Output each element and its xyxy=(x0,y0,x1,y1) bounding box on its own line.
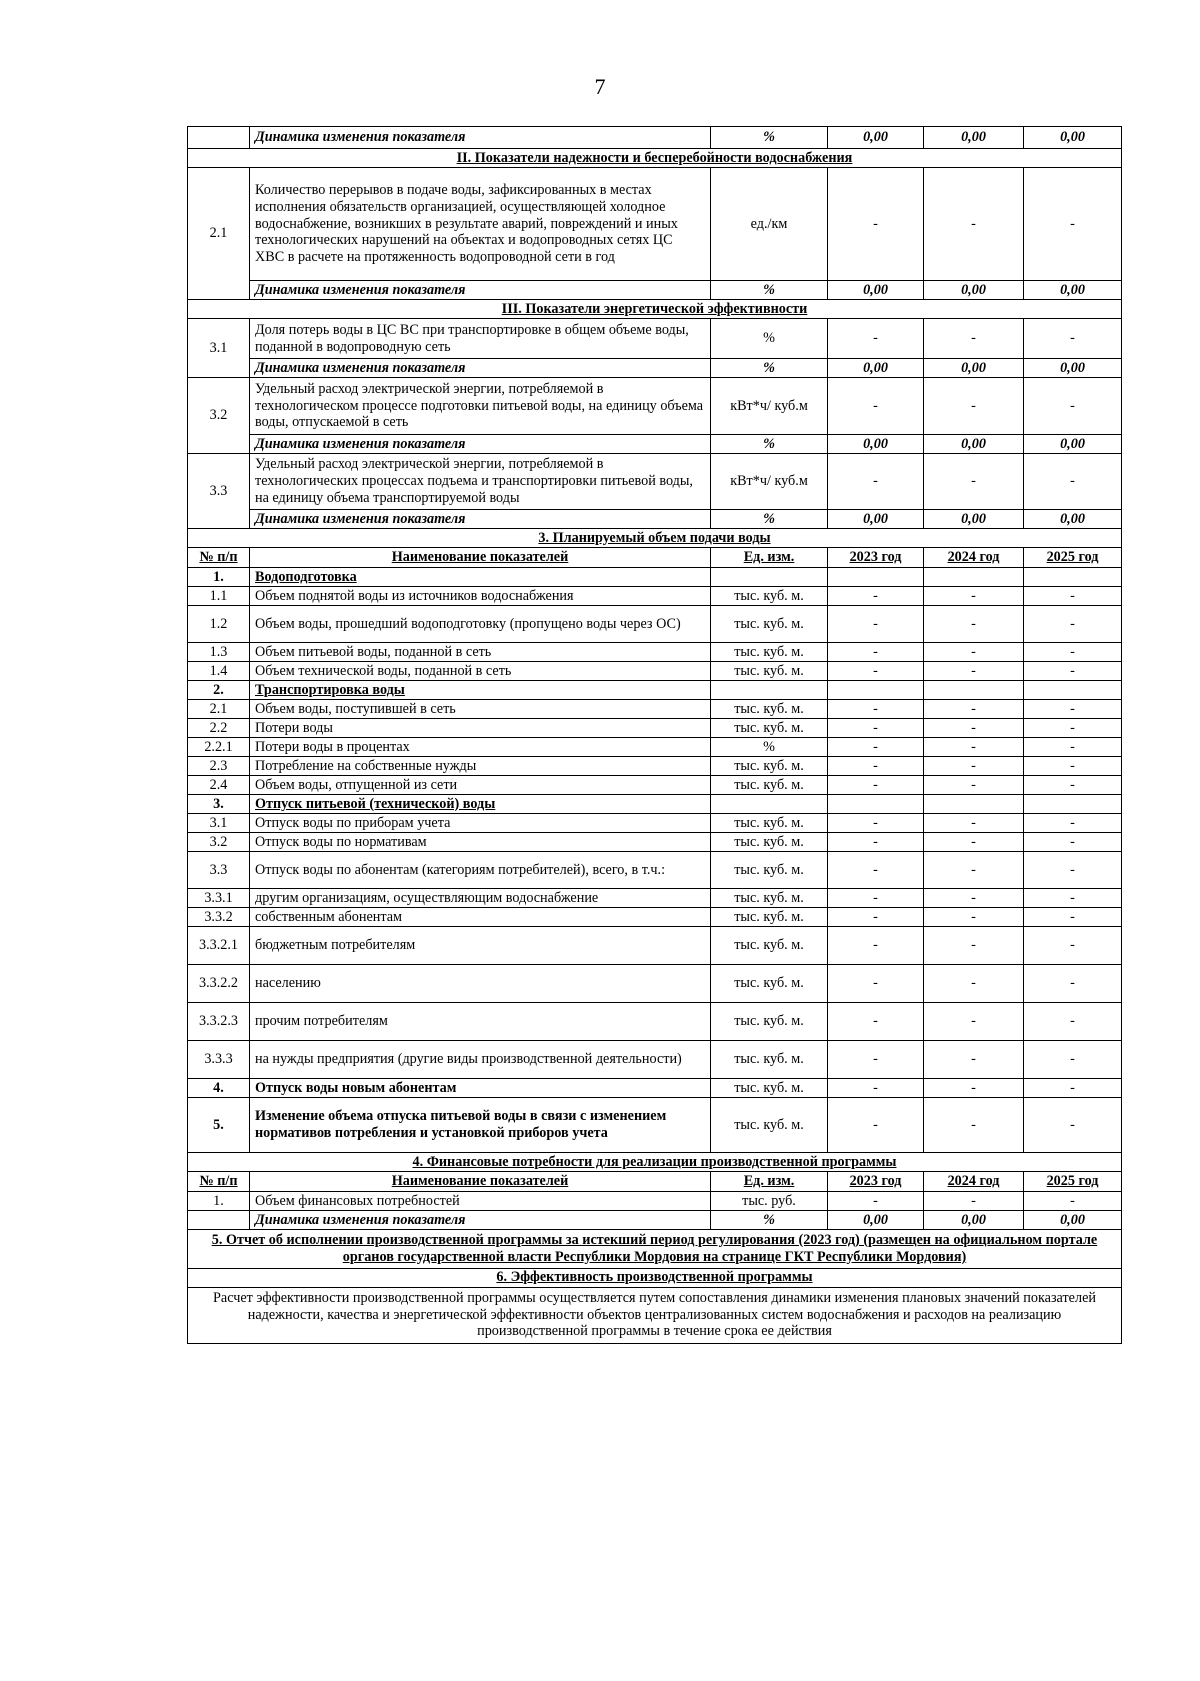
indicator-name: Потери воды в процентах xyxy=(250,738,711,757)
indicator-unit: кВт*ч/ куб.м xyxy=(711,454,828,510)
efficiency-text-text: Расчет эффективности производственной программы осуществляется путем сопоставления динамики изменения плановых значений показателей надежности, качества и энергетической эффективности объектов централизованных систем водоснабжения и расходов на реализацию производственной программы в течение срока ее действия xyxy=(188,1287,1122,1343)
indicator-row xyxy=(188,378,1122,435)
row-number: 3.3 xyxy=(188,852,250,889)
value-2023: - xyxy=(828,927,924,965)
indicator-name: Удельный расход электрической энергии, потребляемой в технологических процессах подъема и транспортировки питьевой воды, на единицу объема транспортируемой воды xyxy=(250,454,711,510)
section-efficiency-title xyxy=(188,1268,1122,1287)
volume-row xyxy=(188,757,1122,776)
indicator-name: населению xyxy=(250,965,711,1003)
indicator-name: Отпуск воды новым абонентам xyxy=(250,1079,711,1098)
value-2023: - xyxy=(828,1079,924,1098)
indicator-name: Объем технической воды, поданной в сеть xyxy=(250,662,711,681)
indicator-unit: тыс. куб. м. xyxy=(711,700,828,719)
dynamics-2024: 0,00 xyxy=(924,359,1024,378)
row-number: 3.1 xyxy=(188,814,250,833)
indicator-unit: тыс. куб. м. xyxy=(711,965,828,1003)
dynamics-label: Динамика изменения показателя xyxy=(250,281,711,300)
indicator-row xyxy=(188,168,1122,281)
finance-dynamics-row xyxy=(188,1211,1122,1230)
value-2024: - xyxy=(924,1098,1024,1153)
indicator-name: Объем поднятой воды из источников водоснабжения xyxy=(250,587,711,606)
dynamics-2025: 0,00 xyxy=(1024,435,1122,454)
indicator-name: другим организациям, осуществляющим водоснабжение xyxy=(250,889,711,908)
header-name: Наименование показателей xyxy=(250,548,711,568)
dynamics-label: Динамика изменения показателя xyxy=(250,127,711,149)
value-2024: - xyxy=(924,814,1024,833)
dynamics-unit: % xyxy=(711,281,828,300)
indicator-name: Объем воды, отпущенной из сети xyxy=(250,776,711,795)
row-number: 1.1 xyxy=(188,587,250,606)
value-2023: - xyxy=(828,643,924,662)
group-name: Водоподготовка xyxy=(250,568,711,587)
value-2024: - xyxy=(924,168,1024,281)
value-2025: - xyxy=(1024,738,1122,757)
header-2024: 2024 год xyxy=(924,1172,1024,1192)
value-2024: - xyxy=(924,454,1024,510)
indicator-unit: тыс. куб. м. xyxy=(711,927,828,965)
dynamics-label: Динамика изменения показателя xyxy=(250,359,711,378)
value-2023: - xyxy=(828,833,924,852)
value-2024: - xyxy=(924,908,1024,927)
indicator-unit: % xyxy=(711,738,828,757)
section-reliability-title-text: II. Показатели надежности и бесперебойности водоснабжения xyxy=(188,149,1122,168)
indicator-name: Объем воды, прошедший водоподготовку (пропущено воды через ОС) xyxy=(250,606,711,643)
section-reliability-title xyxy=(188,149,1122,168)
finance-row xyxy=(188,1192,1122,1211)
indicator-unit: тыс. куб. м. xyxy=(711,814,828,833)
value-2024: - xyxy=(924,738,1024,757)
indicator-name: Потребление на собственные нужды xyxy=(250,757,711,776)
value-2024: - xyxy=(924,965,1024,1003)
empty-cell xyxy=(828,568,924,587)
value-2025: - xyxy=(1024,454,1122,510)
value-2024: - xyxy=(924,1041,1024,1079)
volume-row xyxy=(188,965,1122,1003)
header-2023: 2023 год xyxy=(828,1172,924,1192)
value-2024: - xyxy=(924,643,1024,662)
header-num: № п/п xyxy=(188,1172,250,1192)
empty-cell xyxy=(924,568,1024,587)
value-2024: - xyxy=(924,1192,1024,1211)
top-dynamics-row xyxy=(188,127,1122,149)
value-2023: - xyxy=(828,908,924,927)
dynamics-label: Динамика изменения показателя xyxy=(250,510,711,529)
indicator-unit: тыс. куб. м. xyxy=(711,1079,828,1098)
row-number: 4. xyxy=(188,1079,250,1098)
value-2023: - xyxy=(828,1098,924,1153)
volume-header-row xyxy=(188,548,1122,568)
dynamics-unit: % xyxy=(711,1211,828,1230)
header-2024: 2024 год xyxy=(924,548,1024,568)
efficiency-text xyxy=(188,1287,1122,1343)
row-number: 2.1 xyxy=(188,168,250,300)
group-row xyxy=(188,568,1122,587)
dynamics-2023: 0,00 xyxy=(828,510,924,529)
indicator-name: Удельный расход электрической энергии, потребляемой в технологическом процессе подготовки питьевой воды, на единицу объема воды, отпускаемой в сеть xyxy=(250,378,711,435)
dynamics-2025: 0,00 xyxy=(1024,281,1122,300)
value-2023: - xyxy=(828,852,924,889)
volume-row xyxy=(188,889,1122,908)
header-num: № п/п xyxy=(188,548,250,568)
value-2023: - xyxy=(828,757,924,776)
row-number: 5. xyxy=(188,1098,250,1153)
row-number: 3.3.2.2 xyxy=(188,965,250,1003)
value-2023: - xyxy=(828,776,924,795)
dynamics-2025: 0,00 xyxy=(1024,510,1122,529)
value-2023: - xyxy=(828,700,924,719)
indicator-name: Потери воды xyxy=(250,719,711,738)
indicator-unit: тыс. куб. м. xyxy=(711,1098,828,1153)
row-number: 1.2 xyxy=(188,606,250,643)
dynamics-2023: 0,00 xyxy=(828,127,924,149)
volume-row xyxy=(188,606,1122,643)
value-2024: - xyxy=(924,889,1024,908)
value-2024: - xyxy=(924,700,1024,719)
row-number: 2.2 xyxy=(188,719,250,738)
value-2025: - xyxy=(1024,662,1122,681)
dynamics-label: Динамика изменения показателя xyxy=(250,435,711,454)
value-2025: - xyxy=(1024,587,1122,606)
dynamics-2024: 0,00 xyxy=(924,435,1024,454)
value-2025: - xyxy=(1024,1192,1122,1211)
section-report-title-text: 5. Отчет об исполнении производственной программы за истекший период регулирования (2023 год) (размещен на официальном портале органов государственной власти Республики Мордовия на странице ГКТ Республики Мордовия) xyxy=(188,1230,1122,1269)
row-number: 2.3 xyxy=(188,757,250,776)
row-number: 2.1 xyxy=(188,700,250,719)
volume-row xyxy=(188,814,1122,833)
row-number: 3.3.2.1 xyxy=(188,927,250,965)
row-number xyxy=(188,127,250,149)
dynamics-row xyxy=(188,359,1122,378)
value-2023: - xyxy=(828,662,924,681)
volume-row xyxy=(188,1079,1122,1098)
row-number: 2.4 xyxy=(188,776,250,795)
value-2023: - xyxy=(828,319,924,359)
row-number: 3.3.2 xyxy=(188,908,250,927)
indicator-unit: тыс. руб. xyxy=(711,1192,828,1211)
section-energy-title xyxy=(188,300,1122,319)
value-2025: - xyxy=(1024,1041,1122,1079)
value-2023: - xyxy=(828,454,924,510)
value-2025: - xyxy=(1024,965,1122,1003)
section-volume-title xyxy=(188,529,1122,548)
volume-row xyxy=(188,719,1122,738)
value-2023: - xyxy=(828,738,924,757)
empty-cell xyxy=(711,795,828,814)
indicator-name: Объем воды, поступившей в сеть xyxy=(250,700,711,719)
value-2024: - xyxy=(924,927,1024,965)
indicator-name: Объем финансовых потребностей xyxy=(250,1192,711,1211)
section-volume-title-text: 3. Планируемый объем подачи воды xyxy=(188,529,1122,548)
empty-cell xyxy=(1024,681,1122,700)
indicator-unit: тыс. куб. м. xyxy=(711,643,828,662)
indicator-unit: % xyxy=(711,319,828,359)
dynamics-row xyxy=(188,435,1122,454)
value-2024: - xyxy=(924,319,1024,359)
dynamics-2025: 0,00 xyxy=(1024,1211,1122,1230)
dynamics-2023: 0,00 xyxy=(828,1211,924,1230)
value-2024: - xyxy=(924,776,1024,795)
section-report-title xyxy=(188,1230,1122,1269)
indicator-unit: тыс. куб. м. xyxy=(711,776,828,795)
empty-cell xyxy=(828,681,924,700)
indicator-unit: тыс. куб. м. xyxy=(711,587,828,606)
indicator-unit: тыс. куб. м. xyxy=(711,1041,828,1079)
empty-cell xyxy=(1024,568,1122,587)
value-2025: - xyxy=(1024,927,1122,965)
value-2025: - xyxy=(1024,319,1122,359)
value-2025: - xyxy=(1024,757,1122,776)
row-number: 2. xyxy=(188,681,250,700)
value-2025: - xyxy=(1024,1079,1122,1098)
header-2025: 2025 год xyxy=(1024,548,1122,568)
row-number: 2.2.1 xyxy=(188,738,250,757)
volume-row xyxy=(188,908,1122,927)
section-efficiency-title-text: 6. Эффективность производственной программы xyxy=(188,1268,1122,1287)
dynamics-unit: % xyxy=(711,127,828,149)
dynamics-2023: 0,00 xyxy=(828,435,924,454)
indicator-name: бюджетным потребителям xyxy=(250,927,711,965)
row-number xyxy=(188,1211,250,1230)
indicator-unit: тыс. куб. м. xyxy=(711,719,828,738)
finance-header-row xyxy=(188,1172,1122,1192)
value-2024: - xyxy=(924,852,1024,889)
value-2024: - xyxy=(924,1003,1024,1041)
indicator-unit: тыс. куб. м. xyxy=(711,852,828,889)
section-energy-title-text: III. Показатели энергетической эффективности xyxy=(188,300,1122,319)
section-finance-title-text: 4. Финансовые потребности для реализации производственной программы xyxy=(188,1153,1122,1172)
group-row xyxy=(188,795,1122,814)
indicator-unit: тыс. куб. м. xyxy=(711,833,828,852)
value-2025: - xyxy=(1024,889,1122,908)
empty-cell xyxy=(711,568,828,587)
indicator-unit: ед./км xyxy=(711,168,828,281)
volume-row xyxy=(188,662,1122,681)
empty-cell xyxy=(711,681,828,700)
row-number: 3. xyxy=(188,795,250,814)
row-number: 3.2 xyxy=(188,833,250,852)
indicator-unit: тыс. куб. м. xyxy=(711,908,828,927)
value-2025: - xyxy=(1024,606,1122,643)
dynamics-unit: % xyxy=(711,359,828,378)
indicator-name: Доля потерь воды в ЦС ВС при транспортировке в общем объеме воды, поданной в водопроводную сеть xyxy=(250,319,711,359)
dynamics-row xyxy=(188,281,1122,300)
header-unit: Ед. изм. xyxy=(711,548,828,568)
group-name: Транспортировка воды xyxy=(250,681,711,700)
dynamics-unit: % xyxy=(711,435,828,454)
page-number: 7 xyxy=(594,74,606,99)
value-2024: - xyxy=(924,587,1024,606)
value-2023: - xyxy=(828,1041,924,1079)
value-2025: - xyxy=(1024,700,1122,719)
value-2025: - xyxy=(1024,643,1122,662)
empty-cell xyxy=(924,795,1024,814)
dynamics-2024: 0,00 xyxy=(924,127,1024,149)
indicator-name: Изменение объема отпуска питьевой воды в связи с изменением нормативов потребления и установкой приборов учета xyxy=(250,1098,711,1153)
volume-row xyxy=(188,1041,1122,1079)
value-2023: - xyxy=(828,606,924,643)
dynamics-2023: 0,00 xyxy=(828,359,924,378)
volume-row xyxy=(188,1098,1122,1153)
volume-row xyxy=(188,833,1122,852)
indicator-row xyxy=(188,454,1122,510)
empty-cell xyxy=(828,795,924,814)
indicator-unit: тыс. куб. м. xyxy=(711,662,828,681)
group-row xyxy=(188,681,1122,700)
dynamics-2024: 0,00 xyxy=(924,510,1024,529)
value-2023: - xyxy=(828,889,924,908)
indicator-unit: кВт*ч/ куб.м xyxy=(711,378,828,435)
row-number: 3.3.1 xyxy=(188,889,250,908)
indicator-unit: тыс. куб. м. xyxy=(711,757,828,776)
volume-row xyxy=(188,738,1122,757)
volume-row xyxy=(188,927,1122,965)
value-2025: - xyxy=(1024,852,1122,889)
dynamics-2025: 0,00 xyxy=(1024,127,1122,149)
volume-row xyxy=(188,587,1122,606)
row-number: 3.3.2.3 xyxy=(188,1003,250,1041)
volume-row xyxy=(188,1003,1122,1041)
volume-row xyxy=(188,776,1122,795)
value-2024: - xyxy=(924,662,1024,681)
volume-row xyxy=(188,852,1122,889)
empty-cell xyxy=(1024,795,1122,814)
indicator-name: Отпуск воды по абонентам (категориям потребителей), всего, в т.ч.: xyxy=(250,852,711,889)
value-2023: - xyxy=(828,168,924,281)
volume-row xyxy=(188,700,1122,719)
value-2025: - xyxy=(1024,776,1122,795)
volume-row xyxy=(188,643,1122,662)
indicator-name: Отпуск воды по нормативам xyxy=(250,833,711,852)
value-2024: - xyxy=(924,1079,1024,1098)
row-number: 1.4 xyxy=(188,662,250,681)
value-2023: - xyxy=(828,587,924,606)
indicator-unit: тыс. куб. м. xyxy=(711,1003,828,1041)
row-number: 1.3 xyxy=(188,643,250,662)
program-table xyxy=(187,126,1122,1344)
row-number: 3.3 xyxy=(188,454,250,529)
section-finance-title xyxy=(188,1153,1122,1172)
value-2023: - xyxy=(828,719,924,738)
value-2025: - xyxy=(1024,719,1122,738)
value-2024: - xyxy=(924,719,1024,738)
row-number: 3.2 xyxy=(188,378,250,454)
value-2024: - xyxy=(924,757,1024,776)
indicator-unit: тыс. куб. м. xyxy=(711,606,828,643)
dynamics-unit: % xyxy=(711,510,828,529)
indicator-name: Отпуск воды по приборам учета xyxy=(250,814,711,833)
value-2023: - xyxy=(828,965,924,1003)
row-number: 3.3.3 xyxy=(188,1041,250,1079)
dynamics-2023: 0,00 xyxy=(828,281,924,300)
indicator-row xyxy=(188,319,1122,359)
value-2023: - xyxy=(828,378,924,435)
dynamics-2024: 0,00 xyxy=(924,281,1024,300)
value-2024: - xyxy=(924,378,1024,435)
row-number: 1. xyxy=(188,568,250,587)
indicator-name: Количество перерывов в подаче воды, зафиксированных в местах исполнения обязательств организацией, осуществляющей холодное водоснабжение, возникших в результате аварий, повреждений и иных технологических нарушений на объектах и водопроводных сетях ЦС ХВС в расчете на протяженность водопроводной сети в год xyxy=(250,168,711,281)
header-2025: 2025 год xyxy=(1024,1172,1122,1192)
empty-cell xyxy=(924,681,1024,700)
value-2023: - xyxy=(828,1192,924,1211)
value-2025: - xyxy=(1024,378,1122,435)
indicator-unit: тыс. куб. м. xyxy=(711,889,828,908)
header-2023: 2023 год xyxy=(828,548,924,568)
value-2025: - xyxy=(1024,168,1122,281)
value-2025: - xyxy=(1024,1003,1122,1041)
indicator-name: прочим потребителям xyxy=(250,1003,711,1041)
dynamics-row xyxy=(188,510,1122,529)
value-2023: - xyxy=(828,814,924,833)
value-2023: - xyxy=(828,1003,924,1041)
value-2024: - xyxy=(924,833,1024,852)
indicator-name: Объем питьевой воды, поданной в сеть xyxy=(250,643,711,662)
row-number: 3.1 xyxy=(188,319,250,378)
indicator-name: на нужды предприятия (другие виды производственной деятельности) xyxy=(250,1041,711,1079)
dynamics-label: Динамика изменения показателя xyxy=(250,1211,711,1230)
value-2025: - xyxy=(1024,814,1122,833)
header-unit: Ед. изм. xyxy=(711,1172,828,1192)
value-2025: - xyxy=(1024,908,1122,927)
dynamics-2025: 0,00 xyxy=(1024,359,1122,378)
value-2025: - xyxy=(1024,1098,1122,1153)
group-name: Отпуск питьевой (технической) воды xyxy=(250,795,711,814)
row-number: 1. xyxy=(188,1192,250,1211)
value-2024: - xyxy=(924,606,1024,643)
value-2025: - xyxy=(1024,833,1122,852)
dynamics-2024: 0,00 xyxy=(924,1211,1024,1230)
indicator-name: собственным абонентам xyxy=(250,908,711,927)
header-name: Наименование показателей xyxy=(250,1172,711,1192)
